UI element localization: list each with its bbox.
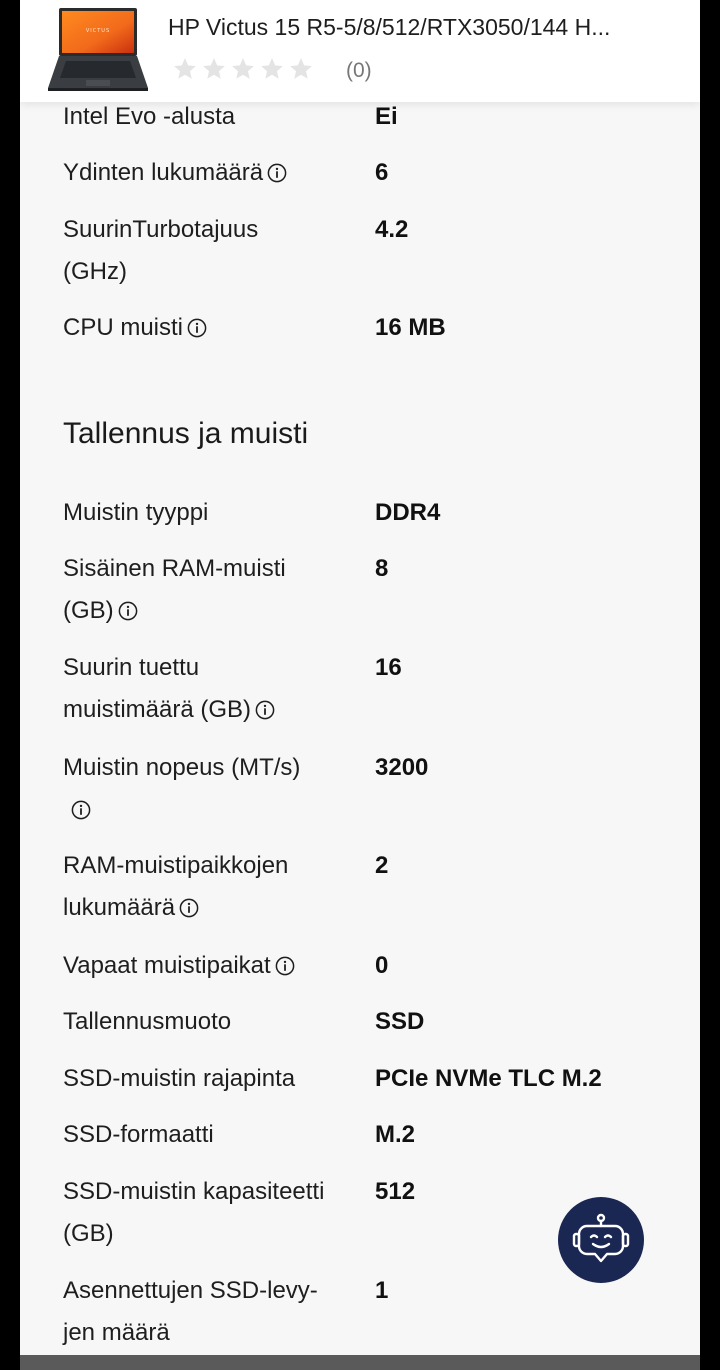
spec-label-line2: muistimäärä (GB) xyxy=(63,696,252,723)
info-circle-icon[interactable] xyxy=(187,318,207,338)
spec-value: 8 xyxy=(375,555,389,582)
star-icon xyxy=(201,56,227,82)
spec-value: Ei xyxy=(375,103,398,130)
spec-label xyxy=(63,945,363,987)
spec-label-line1: SSD-muistin kapasiteetti xyxy=(63,1178,325,1205)
spec-label-line2: jen määrä xyxy=(63,1319,170,1346)
spec-label xyxy=(63,548,363,632)
spec-label: Muistin tyyppi xyxy=(63,499,209,526)
rating-stars[interactable] xyxy=(172,56,314,82)
info-circle-icon[interactable] xyxy=(267,163,287,183)
section-title-storage-memory: Tallennus ja muisti xyxy=(63,417,309,450)
spec-label-text: Ydinten lukumäärä xyxy=(63,159,264,186)
spec-value: 1 xyxy=(375,1277,389,1304)
spec-label-line1: RAM-muistipaikkojen xyxy=(63,852,289,879)
spec-value: DDR4 xyxy=(375,499,441,526)
spec-label-text: CPU muisti xyxy=(63,314,184,341)
star-icon xyxy=(288,56,314,82)
spec-value: PCIe NVMe TLC M.2 xyxy=(375,1065,602,1092)
spec-label xyxy=(63,307,363,349)
product-thumbnail[interactable] xyxy=(48,8,148,92)
product-spec-page xyxy=(20,0,700,1355)
spec-label-line2: (GB) xyxy=(63,1220,114,1247)
chatbot-button[interactable] xyxy=(558,1197,644,1283)
review-count[interactable]: (0) xyxy=(346,59,372,82)
spec-list xyxy=(20,0,700,1355)
spec-value: 6 xyxy=(375,159,389,186)
info-circle-icon[interactable] xyxy=(118,601,138,621)
spec-label-line2: (GB) xyxy=(63,597,114,624)
spec-label-line1: SuurinTurbotajuus xyxy=(63,216,259,243)
spec-label xyxy=(63,647,363,731)
product-title[interactable]: HP Victus 15 R5-5/8/512/RTX3050/144 H... xyxy=(168,14,611,40)
info-circle-icon[interactable] xyxy=(275,956,295,976)
spec-label-line1: Asennettujen SSD-levy- xyxy=(63,1277,318,1304)
info-circle-icon[interactable] xyxy=(71,800,91,820)
spec-label xyxy=(63,1171,363,1255)
spec-value: 0 xyxy=(375,952,389,979)
spec-label xyxy=(63,747,363,831)
spec-value: SSD xyxy=(375,1008,425,1035)
scroll-indicator-bar xyxy=(20,1355,700,1370)
spec-label xyxy=(63,845,363,929)
spec-value: 4.2 xyxy=(375,216,409,243)
robot-icon xyxy=(571,1210,631,1270)
spec-label: Intel Evo -alusta xyxy=(63,103,236,130)
sticky-product-header[interactable] xyxy=(20,0,700,102)
spec-value: 16 xyxy=(375,654,402,681)
spec-value: 2 xyxy=(375,852,389,879)
spec-value: 512 xyxy=(375,1178,416,1205)
spec-label xyxy=(63,209,363,293)
spec-label: SSD-formaatti xyxy=(63,1121,214,1148)
star-icon xyxy=(230,56,256,82)
spec-label: SSD-muistin rajapinta xyxy=(63,1065,296,1092)
info-circle-icon[interactable] xyxy=(255,700,275,720)
spec-label-line1: Sisäinen RAM-muisti xyxy=(63,555,286,582)
spec-value: M.2 xyxy=(375,1121,416,1148)
spec-label-line2: lukumäärä xyxy=(63,894,176,921)
star-icon xyxy=(259,56,285,82)
star-icon xyxy=(172,56,198,82)
spec-label-text: Vapaat muistipaikat xyxy=(63,952,271,979)
spec-value: 16 MB xyxy=(375,314,446,341)
spec-label: Tallennusmuoto xyxy=(63,1008,232,1035)
info-circle-icon[interactable] xyxy=(179,898,199,918)
thumbnail-brand-text: VICTUS xyxy=(85,28,111,34)
spec-label-line1: Suurin tuettu xyxy=(63,654,200,681)
spec-label xyxy=(63,1270,363,1354)
spec-label-line1: Muistin nopeus (MT/s) xyxy=(63,754,301,781)
spec-label xyxy=(63,152,363,194)
spec-label-line2: (GHz) xyxy=(63,258,127,285)
spec-value: 3200 xyxy=(375,754,429,781)
